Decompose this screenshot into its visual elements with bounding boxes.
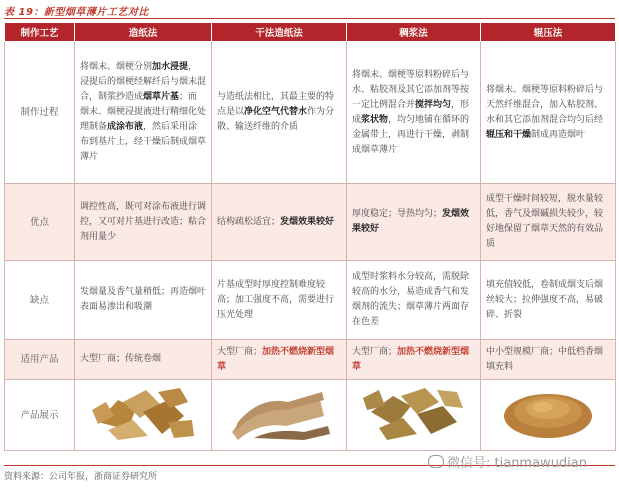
product-image-slurry xyxy=(347,380,481,451)
header-papermaking: 造纸法 xyxy=(75,23,212,42)
table-row xyxy=(5,340,616,380)
cell-process-roller: 将烟末、烟梗等原料粉碎后与天然纤维混合，加入粘胶剂、水和其它添加剂混合均匀后经辊压和干燥制成再造烟叶 xyxy=(481,42,616,184)
source-note: 资料来源：公司年报，浙商证券研究所 xyxy=(4,472,158,482)
wechat-icon xyxy=(428,455,444,468)
cell-cons-dry: 片基成型时厚度控制难度较高；加工强度不高，需要进行压光处理 xyxy=(212,261,347,340)
table-row xyxy=(5,380,616,451)
cell-usage-dry: 大型厂商；加热不燃烧新型烟草 xyxy=(212,340,347,380)
header-process: 制作工艺 xyxy=(5,23,75,42)
wechat-watermark: 微信号: tianmawudian xyxy=(428,452,587,471)
cell-pros-roller: 成型干燥时间较短，脱水量较低，香气及烟碱损失较少，较好地保留了烟草天然的有效品质 xyxy=(481,184,616,261)
cell-usage-papermaking: 大型厂商；传统卷烟 xyxy=(75,340,212,380)
shredded-tobacco-image xyxy=(493,382,603,442)
cell-process-papermaking: 将烟末、烟梗分别加水浸提，浸提后的烟梗经解纤后与烟末混合，制浆抄造成烟草片基；而烟末、烟梗浸提液进行精细化处理制备成涂布液，然后采用涂布到基片上，经干燥后制成烟草薄片 xyxy=(75,42,212,184)
tobacco-sheet-flakes-image xyxy=(88,382,198,442)
cell-cons-papermaking: 发烟量及香气量稍低；再造烟叶表面易渗出和吸潮 xyxy=(75,261,212,340)
cell-cons-roller: 填充值较低，卷制成烟支后烟丝较大；拉伸强度不高，易破碎、折裂 xyxy=(481,261,616,340)
row-label-pros: 优点 xyxy=(5,184,75,261)
header-dry-papermaking: 干法造纸法 xyxy=(212,23,347,42)
cell-pros-papermaking: 调控性高，既可对涂布液进行调控，又可对片基进行改造；粘合剂用量少 xyxy=(75,184,212,261)
row-label-usage: 适用产品 xyxy=(5,340,75,380)
product-image-dry xyxy=(212,380,347,451)
tobacco-sheet-pieces-image xyxy=(359,382,469,442)
header-row xyxy=(5,23,616,42)
cell-usage-roller: 中小型规模厂商；中低档香烟填充料 xyxy=(481,340,616,380)
cell-process-dry: 与造纸法相比，其最主要的特点是以净化空气代替水作为分散、输送纤维的介质 xyxy=(212,42,347,184)
row-label-cons: 缺点 xyxy=(5,261,75,340)
header-roller: 辊压法 xyxy=(481,23,616,42)
table-row xyxy=(5,42,616,184)
cell-usage-slurry: 大型厂商；加热不燃烧新型烟草 xyxy=(347,340,481,380)
cell-process-slurry: 将烟末、烟梗等原料粉碎后与水、粘胶剂及其它添加剂等按一定比例混合并搅拌均匀，形成浆状物，均匀地铺在循环的金属带上，再进行干燥，剥制成烟草薄片 xyxy=(347,42,481,184)
cell-cons-slurry: 成型时浆料水分较高，需脱除较高的水分，易造成香气和发烟剂的流失；烟草薄片两面存在色差 xyxy=(347,261,481,340)
tobacco-sheet-rolls-image xyxy=(224,382,334,442)
table-title: 表 19：新型烟草薄片工艺对比 xyxy=(4,7,149,18)
header-slurry: 稠浆法 xyxy=(347,23,481,42)
product-image-papermaking xyxy=(75,380,212,451)
cell-pros-slurry: 厚度稳定；导热均匀；发烟效果较好 xyxy=(347,184,481,261)
row-label-display: 产品展示 xyxy=(5,380,75,451)
row-label-process: 制作过程 xyxy=(5,42,75,184)
product-image-roller xyxy=(481,380,616,451)
table-row xyxy=(5,261,616,340)
title-divider xyxy=(4,18,615,19)
process-comparison-table xyxy=(4,22,616,451)
table-row xyxy=(5,184,616,261)
cell-pros-dry: 结构疏松适宜；发烟效果较好 xyxy=(212,184,347,261)
